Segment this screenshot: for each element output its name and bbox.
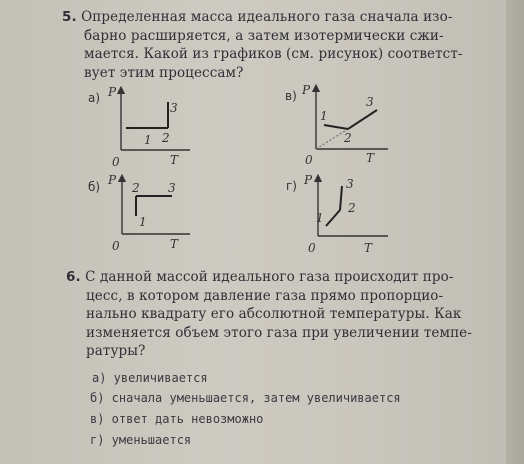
question-6-number: 6. bbox=[66, 269, 81, 285]
question-5 bbox=[62, 8, 463, 82]
graph-a-point-2: 2 bbox=[162, 131, 170, 145]
graph-a-t-label: T bbox=[170, 153, 179, 167]
graph-b bbox=[106, 172, 196, 256]
question-5-line-2: барно расширяется, а затем изотермически сжи- bbox=[84, 27, 444, 44]
graph-g bbox=[302, 172, 392, 256]
question-6-line-3: нально квадрату его абсолютной температуры. Как bbox=[86, 306, 462, 323]
q6-option-v: в) ответ дать невозможно bbox=[90, 412, 264, 426]
question-5-number: 5. bbox=[62, 9, 77, 25]
graph-b-point-1: 1 bbox=[139, 215, 147, 229]
graph-g-origin: 0 bbox=[308, 241, 316, 255]
question-6 bbox=[66, 268, 472, 361]
graph-v-label: в) bbox=[285, 89, 297, 103]
graph-v-point-1: 1 bbox=[320, 109, 328, 123]
graph-b-t-label: T bbox=[170, 237, 179, 251]
graph-v-origin: 0 bbox=[305, 153, 313, 167]
q6-option-b: б) сначала уменьшается, затем увеличивается bbox=[90, 391, 401, 405]
graph-g-point-1: 1 bbox=[316, 211, 324, 225]
graph-g-p-label: P bbox=[304, 173, 313, 187]
graph-a bbox=[106, 84, 196, 170]
graph-v-p-label: P bbox=[302, 83, 311, 97]
question-5-line-1: Определенная масса идеального газа сначала изо- bbox=[81, 9, 453, 25]
graph-v-segment-2-3 bbox=[348, 110, 377, 129]
graph-b-point-2: 2 bbox=[132, 181, 140, 195]
graph-a-origin: 0 bbox=[112, 155, 120, 169]
graph-b-origin: 0 bbox=[112, 239, 120, 253]
graph-v-point-3: 3 bbox=[366, 95, 374, 109]
question-6-line-4: изменяется объем этого газа при увеличении темпе- bbox=[86, 324, 472, 341]
graph-a-label: а) bbox=[88, 91, 101, 105]
graph-v-segment-1-2 bbox=[324, 125, 348, 129]
q6-option-a: а) увеличивается bbox=[92, 371, 208, 385]
graph-v-point-2: 2 bbox=[344, 131, 352, 145]
graph-b-p-label: P bbox=[108, 173, 117, 187]
question-5-line-3: мается. Какой из графиков (см. рисунок) соответст- bbox=[84, 46, 463, 63]
q6-option-g: г) уменьшается bbox=[90, 433, 192, 447]
question-5-line-4: вует этим процессам? bbox=[84, 64, 244, 81]
question-6-line-1: С данной массой идеального газа происходит про- bbox=[85, 269, 454, 285]
question-6-line-5: ратуры? bbox=[86, 343, 146, 360]
graph-b-label: б) bbox=[88, 180, 101, 194]
graph-b-point-3: 3 bbox=[168, 181, 176, 195]
graph-g-t-label: T bbox=[364, 241, 373, 255]
graph-v-t-label: T bbox=[366, 151, 375, 165]
graph-v bbox=[302, 82, 392, 170]
graph-g-segment-1-2 bbox=[326, 210, 340, 226]
graph-g-point-2: 2 bbox=[348, 201, 356, 215]
graph-g-segment-2-3 bbox=[340, 186, 342, 210]
graph-a-p-label: P bbox=[108, 85, 117, 99]
graph-a-point-1: 1 bbox=[144, 133, 152, 147]
graph-a-point-3: 3 bbox=[170, 101, 178, 115]
page-edge bbox=[506, 0, 524, 464]
question-6-line-2: цесс, в котором давление газа прямо пропорцио- bbox=[86, 287, 444, 304]
graph-g-point-3: 3 bbox=[346, 177, 354, 191]
graph-g-label: г) bbox=[286, 179, 297, 193]
